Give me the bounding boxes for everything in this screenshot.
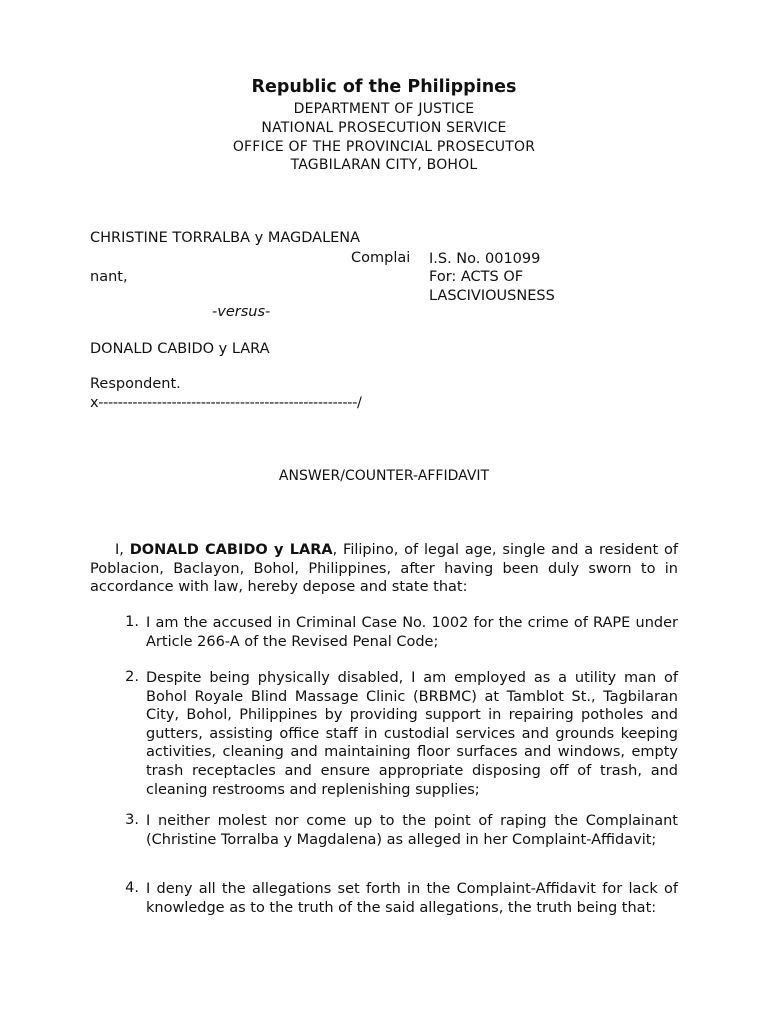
item-number: 2. xyxy=(125,669,139,685)
complainant-label-part2: nant, xyxy=(90,269,128,285)
respondent-label: Respondent. xyxy=(90,376,181,392)
intro-text: , Filipino, of legal age, single and a resident of Poblacion, Baclayon, Bohol, Philippines, after having been duly sworn to in accordance with law, hereby depose and state that: xyxy=(90,542,679,596)
complainant-name: CHRISTINE TORRALBA y MAGDALENA xyxy=(90,230,361,246)
affiant-name: DONALD CABIDO y LARA xyxy=(129,542,333,558)
header-office: OFFICE OF THE PROVINCIAL PROSECUTOR xyxy=(232,139,536,155)
header-location: TAGBILARAN CITY, BOHOL xyxy=(290,157,478,173)
header-title: Republic of the Philippines xyxy=(251,77,517,97)
document-title: ANSWER/COUNTER-AFFIDAVIT xyxy=(278,468,490,484)
item-text: I neither molest nor come up to the point of raping the Complainant (Christine Torralba y Magdalena) as alleged in her Complaint-Affidavit; xyxy=(146,813,678,848)
caption-separator: x-----------------------------------------------------/ xyxy=(90,395,362,411)
item-text: I am the accused in Criminal Case No. 1002 for the crime of RAPE under Article 266-A of the Revised Penal Code; xyxy=(146,615,678,650)
respondent-name: DONALD CABIDO y LARA xyxy=(90,341,270,357)
case-for-line2: LASCIVIOUSNESS xyxy=(429,288,555,304)
complainant-label-part1: Complai xyxy=(351,250,411,266)
case-number: I.S. No. 001099 xyxy=(429,251,541,267)
header-department: DEPARTMENT OF JUSTICE xyxy=(293,101,475,117)
versus-label: -versus- xyxy=(212,304,271,320)
item-number: 1. xyxy=(125,614,139,630)
item-text: I deny all the allegations set forth in the Complaint-Affidavit for lack of knowledge as to the truth of the said allegations, the truth being that: xyxy=(146,881,678,916)
item-number: 3. xyxy=(125,812,139,828)
case-for-line1: For: ACTS OF xyxy=(429,269,524,285)
intro-paragraph xyxy=(90,541,678,597)
item-text: Despite being physically disabled, I am employed as a utility man of Bohol Royale Blind Massage Clinic (BRBMC) at Tamblot St., Tagbilaran City, Bohol, Philippines by providing support in repairing potholes and gutters, assisting office staff in custodial services and grounds keeping activities, cleaning and maintaining floor surfaces and windows, empty trash receptacles and ensure appropriate disposing off of trash, and cleaning restrooms and replenishing supplies; xyxy=(146,670,678,798)
intro-prefix: I, xyxy=(115,542,130,558)
header-service: NATIONAL PROSECUTION SERVICE xyxy=(261,120,507,136)
item-number: 4. xyxy=(125,880,139,896)
